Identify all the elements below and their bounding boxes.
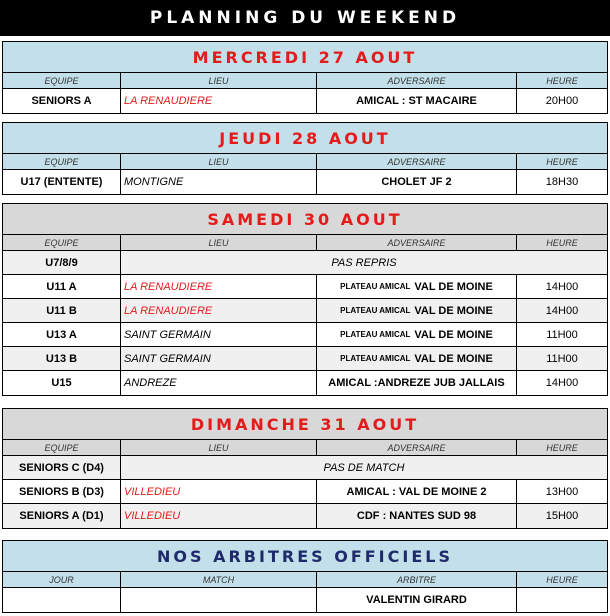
day-heading: SAMEDI 30 AOUT <box>3 204 607 235</box>
opponent-cell <box>317 504 517 528</box>
team-cell: SENIORS C (D4) <box>3 456 121 479</box>
location-cell: LA RENAUDIERE <box>121 275 317 298</box>
opponent-prefix: PLATEAU AMICAL <box>340 282 411 291</box>
team-cell: SENIORS B (D3) <box>3 480 121 503</box>
team-cell: SENIORS A (D1) <box>3 504 121 528</box>
column-header-lieu: LIEU <box>121 154 317 169</box>
column-header-heure: HEURE <box>546 75 578 86</box>
team-cell: SENIORS A <box>3 89 121 113</box>
page-title: PLANNING DU WEEKEND <box>0 0 610 36</box>
opponent-name: CDF : NANTES SUD 98 <box>356 510 477 522</box>
opponent-prefix: PLATEAU AMICAL <box>340 306 411 315</box>
referees-heading: NOS ARBITRES OFFICIELS <box>3 541 607 572</box>
time-cell: 14H00 <box>545 304 579 317</box>
opponent-cell <box>317 480 517 503</box>
time-cell: 11H00 <box>546 328 578 341</box>
time-cell: 13H00 <box>545 485 579 498</box>
day-heading: DIMANCHE 31 AOUT <box>3 409 607 440</box>
column-header-row <box>3 235 607 251</box>
location-cell: VILLEDIEU <box>121 504 317 528</box>
day-section <box>2 408 608 529</box>
opponent-name: AMICAL : VAL DE MOINE 2 <box>346 485 487 498</box>
column-header-row <box>3 154 607 170</box>
column-header-equipe: EQUIPE <box>3 154 121 169</box>
table-row <box>3 275 607 299</box>
heure-cell <box>517 588 607 612</box>
column-header-adversaire: ADVERSAIRE <box>317 154 517 169</box>
opponent-cell <box>317 371 517 395</box>
day-heading: JEUDI 28 AOUT <box>3 123 607 154</box>
column-header-lieu: LIEU <box>121 235 317 250</box>
status-cell: PAS DE MATCH <box>323 461 405 474</box>
location-cell: VILLEDIEU <box>121 480 317 503</box>
time-cell: 14H00 <box>545 280 579 293</box>
team-cell: U15 <box>3 371 121 395</box>
column-header-row <box>3 73 607 89</box>
opponent-name: VAL DE MOINE <box>414 304 493 317</box>
opponent-cell <box>317 347 517 370</box>
column-header-lieu: LIEU <box>121 440 317 455</box>
table-row <box>3 299 607 323</box>
column-header-row <box>3 440 607 456</box>
table-row <box>3 371 607 395</box>
column-header-adversaire: ADVERSAIRE <box>317 73 517 88</box>
table-row <box>3 89 607 113</box>
team-cell: U11 B <box>3 299 121 322</box>
opponent-cell <box>317 275 517 298</box>
column-header-heure: HEURE <box>546 237 578 248</box>
jour-cell <box>3 588 121 612</box>
location-cell: LA RENAUDIERE <box>121 299 317 322</box>
opponent-name: VAL DE MOINE <box>414 352 493 365</box>
location-cell: SAINT GERMAIN <box>121 323 317 346</box>
table-row <box>3 251 607 275</box>
location-cell: ANDREZE <box>121 371 317 395</box>
opponent-prefix: PLATEAU AMICAL <box>340 330 411 339</box>
opponent-cell <box>317 299 517 322</box>
opponent-prefix: PLATEAU AMICAL <box>340 354 411 363</box>
day-heading: MERCREDI 27 AOUT <box>3 42 607 73</box>
table-row <box>3 456 607 480</box>
opponent-name: AMICAL : ST MACAIRE <box>356 95 477 107</box>
opponent-name: VAL DE MOINE <box>414 280 493 293</box>
time-cell: 11H00 <box>546 352 578 365</box>
table-row <box>3 347 607 371</box>
day-section <box>2 41 608 114</box>
location-cell: LA RENAUDIERE <box>121 89 317 113</box>
table-row <box>3 170 607 194</box>
column-header-adversaire: ADVERSAIRE <box>317 235 517 250</box>
table-row <box>3 480 607 504</box>
column-header-equipe: EQUIPE <box>3 440 121 455</box>
opponent-name: AMICAL :ANDREZE JUB JALLAIS <box>328 377 505 389</box>
table-row <box>3 588 607 612</box>
team-cell: U13 A <box>3 323 121 346</box>
team-cell: U11 A <box>3 275 121 298</box>
status-cell: PAS REPRIS <box>331 256 397 269</box>
day-section <box>2 122 608 195</box>
column-header-equipe: EQUIPE <box>3 235 121 250</box>
day-section <box>2 203 608 396</box>
opponent-cell <box>317 323 517 346</box>
column-header-heure: HEURE <box>546 442 578 453</box>
table-row <box>3 504 607 528</box>
arbitre-cell: VALENTIN GIRARD <box>317 588 517 612</box>
time-cell: 14H00 <box>545 377 579 389</box>
table-row <box>3 323 607 347</box>
team-cell: U17 (ENTENTE) <box>3 170 121 194</box>
time-cell: 18H30 <box>545 176 579 188</box>
time-cell: 15H00 <box>545 510 579 522</box>
column-header-match: MATCH <box>121 572 317 587</box>
opponent-name: CHOLET JF 2 <box>381 176 452 188</box>
column-header-heure: HEURE <box>546 156 578 167</box>
column-header-arbitre: ARBITRE <box>317 572 517 587</box>
opponent-cell <box>317 170 517 194</box>
opponent-name: VAL DE MOINE <box>414 328 493 341</box>
column-header-lieu: LIEU <box>121 73 317 88</box>
column-header-equipe: EQUIPE <box>3 73 121 88</box>
column-header-heure: HEURE <box>546 574 578 585</box>
match-cell <box>121 588 317 612</box>
opponent-cell <box>317 89 517 113</box>
column-header-adversaire: ADVERSAIRE <box>317 440 517 455</box>
referees-section <box>2 540 608 613</box>
time-cell: 20H00 <box>545 95 579 107</box>
column-header-jour: JOUR <box>3 572 121 587</box>
team-cell: U7/8/9 <box>3 251 121 274</box>
location-cell: MONTIGNE <box>121 170 317 194</box>
column-header-row <box>3 572 607 588</box>
team-cell: U13 B <box>3 347 121 370</box>
location-cell: SAINT GERMAIN <box>121 347 317 370</box>
